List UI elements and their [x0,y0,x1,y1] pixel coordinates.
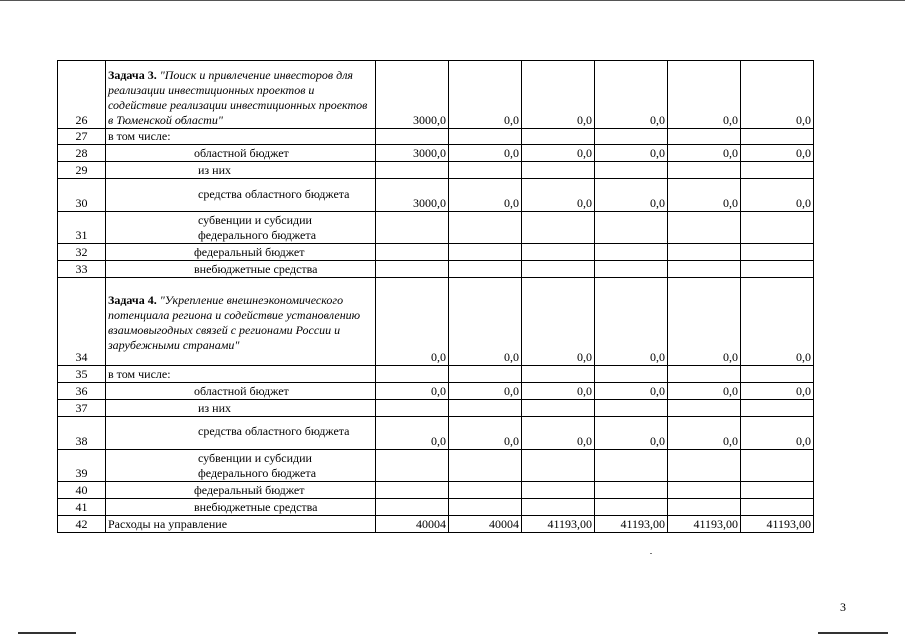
value-cell [522,261,595,278]
value-cell: 0,0 [449,383,522,400]
table-row [58,179,814,212]
value-cell [376,244,449,261]
value-cell: 0,0 [449,61,522,129]
value-cell [595,400,668,417]
value-cell [741,244,814,261]
budget-table [57,60,814,533]
value-cell [668,400,741,417]
value-cell [522,499,595,516]
row-number: 36 [58,383,106,400]
value-cell [449,244,522,261]
value-cell: 0,0 [449,417,522,450]
value-cell [522,450,595,482]
table-row [58,145,814,162]
row-number: 34 [58,278,106,366]
value-cell [376,212,449,244]
row-label: внебюджетные средства [106,499,376,516]
row-number: 31 [58,212,106,244]
table-row [58,244,814,261]
value-cell: 0,0 [595,179,668,212]
value-cell [522,212,595,244]
value-cell: 0,0 [668,145,741,162]
page-number: 3 [840,600,846,614]
row-label: федеральный бюджет [106,244,376,261]
value-cell: 0,0 [741,417,814,450]
value-cell [741,261,814,278]
value-cell [595,261,668,278]
table-row [58,499,814,516]
value-cell: 41193,00 [668,516,741,533]
value-cell [595,366,668,383]
row-number: 42 [58,516,106,533]
value-cell: 0,0 [376,383,449,400]
value-cell: 0,0 [741,61,814,129]
table-row [58,383,814,400]
value-cell [668,162,741,179]
value-cell: 0,0 [668,417,741,450]
value-cell: 0,0 [595,417,668,450]
value-cell [522,400,595,417]
value-cell: 3000,0 [376,179,449,212]
row-number: 38 [58,417,106,450]
value-cell [668,366,741,383]
value-cell [449,162,522,179]
value-cell [449,482,522,499]
value-cell: 0,0 [668,61,741,129]
value-cell: 0,0 [595,278,668,366]
value-cell: 40004 [376,516,449,533]
top-edge-rule [0,0,905,2]
value-cell [668,244,741,261]
scan-speck [650,553,652,554]
row-label: областной бюджет [106,383,376,400]
task-4-label [106,278,376,366]
value-cell: 41193,00 [741,516,814,533]
value-cell [668,129,741,145]
value-cell [449,261,522,278]
row-number: 39 [58,450,106,482]
value-cell: 0,0 [741,278,814,366]
table-row [58,61,814,129]
value-cell: 41193,00 [595,516,668,533]
row-label: средства областного бюджета [106,417,376,450]
value-cell [595,212,668,244]
row-number: 26 [58,61,106,129]
value-cell: 0,0 [449,179,522,212]
row-label: Расходы на управление [106,516,376,533]
table-row [58,129,814,145]
value-cell [595,244,668,261]
value-cell [449,499,522,516]
table-row [58,400,814,417]
row-label: в том числе: [106,366,376,383]
value-cell: 0,0 [668,179,741,212]
value-cell [741,366,814,383]
value-cell: 0,0 [595,145,668,162]
value-cell [449,129,522,145]
value-cell [741,450,814,482]
task-description: "Поиск и привлечение инвесторов для реализации инвестиционных проектов и содействие реализации инвестиционных проектов в Тюменской области" [108,68,368,127]
row-number: 29 [58,162,106,179]
value-cell: 0,0 [595,61,668,129]
row-number: 37 [58,400,106,417]
value-cell: 0,0 [522,179,595,212]
value-cell: 0,0 [668,383,741,400]
value-cell [522,244,595,261]
value-cell [522,162,595,179]
value-cell [449,450,522,482]
value-cell [376,499,449,516]
value-cell [741,129,814,145]
value-cell: 0,0 [522,417,595,450]
value-cell: 0,0 [741,145,814,162]
row-number: 30 [58,179,106,212]
value-cell: 3000,0 [376,145,449,162]
task-title: Задача 3. [108,68,157,82]
value-cell [595,129,668,145]
value-cell [522,366,595,383]
row-label: из них [106,400,376,417]
value-cell: 0,0 [522,278,595,366]
edge-rule-segment [818,632,888,634]
value-cell: 3000,0 [376,61,449,129]
row-number: 27 [58,129,106,145]
task-3-label [106,61,376,129]
table-row [58,278,814,366]
value-cell [376,400,449,417]
value-cell [741,499,814,516]
row-label: в том числе: [106,129,376,145]
value-cell [595,482,668,499]
table-row [58,482,814,499]
value-cell [376,482,449,499]
value-cell [668,450,741,482]
value-cell: 40004 [449,516,522,533]
row-number: 41 [58,499,106,516]
value-cell [668,499,741,516]
value-cell [595,450,668,482]
table-row [58,162,814,179]
value-cell: 0,0 [449,278,522,366]
value-cell: 0,0 [376,278,449,366]
edge-rule-segment [18,632,76,634]
value-cell [449,366,522,383]
row-label: внебюджетные средства [106,261,376,278]
row-label: из них [106,162,376,179]
value-cell: 0,0 [668,278,741,366]
value-cell [522,129,595,145]
value-cell: 0,0 [522,145,595,162]
value-cell: 0,0 [522,383,595,400]
value-cell: 0,0 [741,179,814,212]
value-cell [595,499,668,516]
table-row [58,366,814,383]
row-label: областной бюджет [106,145,376,162]
value-cell: 0,0 [449,145,522,162]
value-cell [376,366,449,383]
task-title: Задача 4. [108,293,157,307]
value-cell: 41193,00 [522,516,595,533]
value-cell [376,162,449,179]
table-row [58,417,814,450]
table-row [58,516,814,533]
value-cell: 0,0 [376,417,449,450]
value-cell [741,400,814,417]
row-number: 33 [58,261,106,278]
row-label: субвенции и субсидии федерального бюджета [106,450,376,482]
value-cell [449,212,522,244]
value-cell [522,482,595,499]
value-cell [741,212,814,244]
table-row [58,261,814,278]
task-description: "Укрепление внешнеэкономического потенциала региона и содействие установлению взаимовыгодных связей с регионами России и зарубежными странами" [108,293,361,352]
table-row [58,450,814,482]
value-cell [668,212,741,244]
value-cell [595,162,668,179]
value-cell [376,129,449,145]
value-cell [376,450,449,482]
row-label: федеральный бюджет [106,482,376,499]
value-cell [741,162,814,179]
row-number: 28 [58,145,106,162]
row-number: 35 [58,366,106,383]
bottom-edge-rules [0,632,905,638]
row-number: 32 [58,244,106,261]
value-cell [449,400,522,417]
value-cell: 0,0 [522,61,595,129]
row-number: 40 [58,482,106,499]
value-cell [376,261,449,278]
value-cell [668,261,741,278]
table-row [58,212,814,244]
value-cell [741,482,814,499]
value-cell [668,482,741,499]
row-label: средства областного бюджета [106,179,376,212]
value-cell: 0,0 [595,383,668,400]
value-cell: 0,0 [741,383,814,400]
row-label: субвенции и субсидии федерального бюджета [106,212,376,244]
